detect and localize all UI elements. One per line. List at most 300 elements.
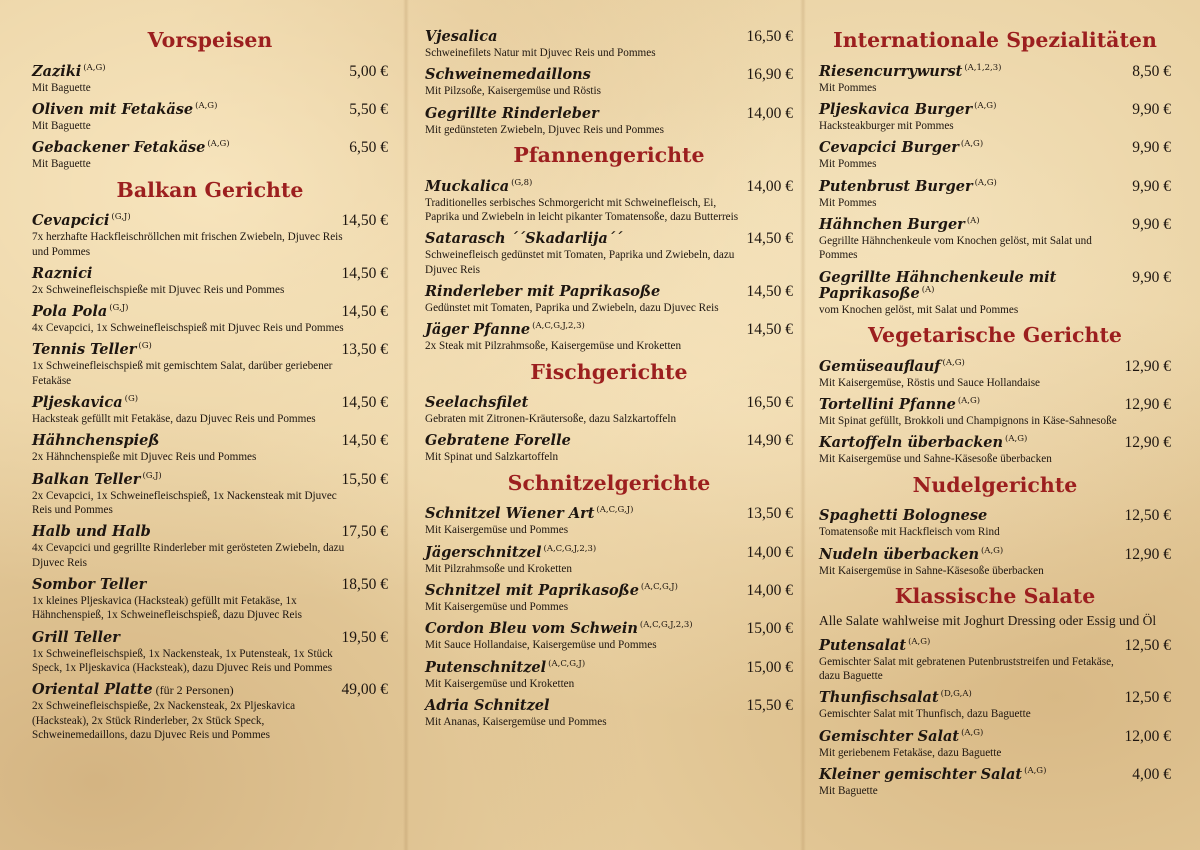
dish-price: 14,50 € [341,303,388,321]
dish-name [32,630,120,647]
dish-price: 14,90 € [746,432,793,450]
menu-item [32,432,388,464]
menu-item-row [425,321,793,339]
menu-item-row [425,432,793,450]
menu-item-row [819,63,1171,81]
menu-item-row [32,139,388,157]
dish-name [819,270,1124,303]
menu-item [32,303,388,335]
dish-name [32,140,230,157]
dish-name [819,359,965,376]
dish-price: 16,50 € [746,394,793,412]
menu-item [819,396,1171,428]
menu-column-middle [425,28,793,735]
dish-price: 12,90 € [1124,396,1171,414]
menu-item [425,697,793,729]
dish-name [819,767,1046,784]
dish-description: Mit Kaisergemüse, Röstis und Sauce Hollandaise [819,376,1041,389]
dish-name-text: Schweinemedaillons [425,66,591,84]
dish-price: 9,90 € [1132,268,1171,286]
dish-price: 14,50 € [746,230,793,248]
menu-item-row [819,434,1171,452]
allergen-codes: (A,C,G,J) [640,582,678,593]
allergen-codes: (A) [966,215,980,226]
menu-item-row [32,471,388,489]
dish-price: 13,50 € [341,341,388,359]
dish-name-text: Tennis Teller [32,341,137,359]
menu-item-row [425,66,793,84]
allergen-codes: (A,C,G,J,2,3) [639,620,693,631]
dish-description: 1x Schweinefleischspieß mit gemischtem Salat, darüber geriebener Fetakäse [32,360,333,387]
dish-description: Mit gedünsteten Zwiebeln, Djuvec Reis und Pommes [425,123,664,136]
menu-item [32,576,388,623]
menu-item [819,689,1171,721]
dish-price: 14,00 € [746,177,793,195]
menu-item [425,105,793,137]
dish-price: 8,50 € [1132,62,1171,80]
allergen-codes: (G,J) [142,470,162,481]
menu-item [425,659,793,691]
allergen-codes: (D,G,A) [940,689,972,700]
dish-description: 2x Cevapcici, 1x Schweinefleischspieß, 1x Nackensteak mit Djuvec Reis und Pommes [32,489,337,517]
menu-section [819,28,1171,317]
dish-name [425,179,532,196]
dish-name-text: Putenbrust Burger [819,177,973,195]
dish-name-text: Gemüseauflauf [819,357,941,375]
dish-name [819,638,930,655]
menu-item-row [32,681,388,699]
menu-item-row [819,507,1171,525]
menu-item [819,434,1171,466]
menu-item [32,471,388,518]
menu-item-row [32,212,388,230]
dish-description: Mit Pilzsoße, Kaisergemüse und Röstis [425,85,601,98]
menu-item [32,341,388,388]
menu-item-row [819,728,1171,746]
menu-item-row [425,505,793,523]
dish-name-text: Riesencurrywurst [819,62,963,80]
allergen-codes: (G,8) [511,177,533,188]
dish-description: Traditionelles serbisches Schmorgericht mit Schweinefleisch, Ei, Paprika und Zwiebeln in leicht pikanter Tomatensoße, dazu Butterreis [425,196,739,223]
dish-name-text: Thunfischsalat [819,689,939,707]
dish-name [425,106,599,123]
dish-price: 12,50 € [1124,507,1171,525]
dish-name-text: Gebackener Fetakäse [32,139,206,157]
menu-item-row [425,620,793,638]
dish-name [819,397,980,414]
dish-description: Mit Pommes [819,158,877,171]
dish-name-text: Tortellini Pfanne [819,396,956,414]
dish-description: Schweinefilets Natur mit Djuvec Reis und Pommes [425,47,656,59]
menu-item [819,139,1171,171]
dish-name [425,67,591,84]
allergen-codes: (A,G) [961,727,984,738]
menu-item-row [425,544,793,562]
menu-section [32,178,388,743]
allergen-codes: (A,G) [1024,765,1047,776]
dish-name-text: Schnitzel mit Paprikasoße [425,582,639,600]
menu-item [819,546,1171,578]
dish-name [32,102,217,119]
menu-item-row [32,432,388,450]
dish-price: 12,90 € [1124,434,1171,452]
menu-item [425,283,793,315]
menu-item-row [425,178,793,196]
dish-name-text: Cevapcici [32,212,110,230]
menu-item-row [425,394,793,412]
allergen-codes: (G) [124,394,139,405]
allergen-codes: (A,G) [957,396,981,407]
dish-price: 12,50 € [1124,636,1171,654]
menu-item [819,178,1171,210]
section-title: Balkan Gerichte [116,177,304,202]
menu-item [819,507,1171,539]
allergen-codes: (A,G) [908,636,931,647]
dish-price: 9,90 € [1132,177,1171,195]
dish-price: 14,00 € [746,104,793,122]
menu-item [425,544,793,576]
dish-name-text: Muckalica [425,177,510,195]
dish-name [819,217,980,234]
menu-item [425,505,793,537]
dish-description: Mit Baguette [32,119,91,132]
menu-item-row [425,697,793,715]
section-title: Internationale Spezialitäten [833,28,1157,52]
menu-item [819,101,1171,133]
dish-name-text: Putensalat [819,636,907,654]
menu-item-row [425,105,793,123]
dish-name-text: Cordon Bleu vom Schwein [425,620,638,638]
dish-name-text: Halb und Halb [32,523,151,541]
dish-price: 18,50 € [341,576,388,594]
dish-name [425,231,622,248]
dish-name [819,547,1003,564]
menu-item [425,178,793,225]
dish-name [819,64,1001,81]
dish-name-text: Zaziki [32,62,82,80]
dish-price: 16,90 € [746,66,793,84]
dish-name [425,322,585,339]
dish-description: Schweinefleisch gedünstet mit Tomaten, Paprika und Zwiebeln, dazu Djuvec Reis [425,249,735,276]
dish-name-text: Putenschnitzel [425,658,547,676]
dish-name [819,102,996,119]
dish-price: 4,00 € [1132,765,1171,783]
dish-description: vom Knochen gelöst, mit Salat und Pommes [819,303,1019,316]
dish-name-text: Spaghetti Bolognese [819,507,988,525]
dish-name [425,621,693,638]
menu-item-row [32,629,388,647]
dish-description: Gebraten mit Zitronen-Kräutersoße, dazu Salzkartoffeln [425,413,677,426]
menu-item-row [819,216,1171,234]
dish-price: 12,50 € [1124,689,1171,707]
fold-line-left [403,0,409,850]
dish-price: 49,00 € [341,681,388,699]
menu-item-row [819,269,1171,303]
dish-name [425,506,633,523]
menu-item [819,358,1171,390]
menu-item [819,63,1171,95]
dish-name [425,29,498,46]
menu-section [425,360,793,465]
menu-item-row [425,659,793,677]
allergen-codes: (A,G) [974,177,997,188]
menu-item [425,28,793,60]
dish-name [32,577,146,594]
section-title: Klassische Salate [894,584,1096,609]
dish-price: 13,50 € [746,505,793,523]
allergen-codes: (A) [921,285,935,296]
section-title: Vegetarische Gerichte [868,323,1122,348]
dish-extra: (für 2 Personen) [155,683,234,698]
menu-section [425,471,793,730]
menu-item [819,766,1171,798]
dish-name-text: Jägerschnitzel [425,543,542,561]
dish-name [32,213,131,230]
dish-price: 19,50 € [341,628,388,646]
menu-item-row [819,637,1171,655]
allergen-codes: (A,G) [207,139,230,150]
dish-description: Mit Spinat gefüllt, Brokkoli und Champignons in Käse-Sahnesoße [819,415,1117,428]
dish-name-text: Vjesalica [425,28,498,45]
dish-name-text: Gebratene Forelle [425,432,571,450]
dish-description: 2x Steak mit Pilzrahmsoße, Kaisergemüse und Kroketten [425,340,682,353]
menu-item-row [425,28,793,46]
dish-name [425,583,678,600]
dish-price: 15,00 € [746,658,793,676]
dish-description: Mit Ananas, Kaisergemüse und Pommes [425,716,607,729]
dish-name [425,284,660,301]
dish-name-text: Raznici [32,264,93,282]
menu-item [32,394,388,426]
menu-item [32,139,388,171]
dish-description: Gemischter Salat mit Thunfisch, dazu Baguette [819,708,1031,721]
dish-description: 2x Schweinefleischspieße, 2x Nackensteak, 2x Pljeskavica (Hacksteak), 2x Stück Rinderleber, 2x Stück Speck, Schweinemedaillons, dazu Djuvec Reis und Pommes [32,700,296,742]
dish-name [32,64,106,81]
dish-description: Hacksteak gefüllt mit Fetakäse, dazu Djuvec Reis und Pommes [32,413,316,426]
menu-item [32,523,388,570]
menu-item [425,230,793,277]
allergen-codes: (A,G) [1005,434,1028,445]
allergen-codes: (G,J) [109,303,129,314]
menu-item-row [819,139,1171,157]
menu-item [425,432,793,464]
dish-price: 14,00 € [746,582,793,600]
dish-name [32,433,159,450]
menu-column-left [32,28,388,748]
dish-name [32,304,128,321]
dish-price: 9,90 € [1132,139,1171,157]
dish-name [32,682,234,699]
allergen-codes: (A,G) [195,100,218,111]
dish-name-text: Pljeskavica [32,394,123,412]
menu-item-row [425,582,793,600]
allergen-codes: (A,G) [960,139,984,150]
allergen-codes: (A,C,G,J,2,3) [543,543,597,554]
dish-price: 14,50 € [341,432,388,450]
dish-name-text: Nudeln überbacken [819,545,979,563]
dish-name [425,395,528,412]
dish-description: Gemischter Salat mit gebratenen Putenbruststreifen und Fetakäse, dazu Baguette [819,655,1114,682]
dish-name [32,342,152,359]
dish-name-text: Schnitzel Wiener Art [425,505,595,523]
section-title: Vorspeisen [147,28,273,52]
dish-description: Mit Baguette [32,81,91,94]
menu-item-row [819,766,1171,784]
menu-section [425,28,793,137]
dish-name-text: Oliven mit Fetakäse [32,100,194,118]
dish-description: Mit Pilzrahmsoße und Kroketten [425,562,572,575]
dish-name-text: Gemischter Salat [819,727,960,745]
dish-description: Tomatensoße mit Hackfleisch vom Rind [819,526,1000,539]
dish-name-text: Rinderleber mit Paprikasoße [425,282,661,300]
dish-name-text: Sombor Teller [32,576,147,594]
dish-name-text: Gegrillte Rinderleber [425,104,599,122]
dish-description: Mit Baguette [32,158,91,171]
menu-item-row [32,101,388,119]
dish-name-text: Grill Teller [32,628,120,646]
menu-item [819,269,1171,318]
allergen-codes: (A,G) [974,100,997,111]
dish-price: 12,90 € [1124,545,1171,563]
dish-price: 14,50 € [341,394,388,412]
dish-name-text: Cevapcici Burger [819,139,959,157]
allergen-codes: (A,C,G,J) [596,505,634,516]
section-title: Pfannengerichte [513,142,705,167]
dish-name-text: Oriental Platte [32,681,153,699]
menu-section [819,323,1171,467]
dish-description: Gedünstet mit Tomaten, Paprika und Zwiebeln, dazu Djuvec Reis [425,301,719,314]
menu-item [425,582,793,614]
dish-description: Mit Kaisergemüse und Pommes [425,524,569,537]
allergen-codes: (A,G) [83,62,106,73]
dish-name [425,698,550,715]
dish-name-text: Kleiner gemischter Salat [819,765,1023,783]
dish-description: Mit Kaisergemüse und Kroketten [425,677,575,690]
dish-price: 15,50 € [746,697,793,715]
dish-description: Mit Spinat und Salzkartoffeln [425,451,559,464]
section-title: Nudelgerichte [912,472,1078,497]
dish-price: 12,00 € [1124,727,1171,745]
section-title: Fischgerichte [530,359,688,384]
dish-name [819,179,997,196]
dish-description: Mit Kaisergemüse in Sahne-Käsesoße überbacken [819,564,1044,577]
menu-item [425,394,793,426]
menu-item-row [32,265,388,283]
dish-description: Hacksteakburger mit Pommes [819,119,954,132]
dish-price: 6,50 € [349,139,388,157]
menu-section [32,28,388,172]
dish-price: 15,50 € [341,470,388,488]
dish-price: 12,90 € [1124,357,1171,375]
menu-item [425,620,793,652]
menu-item [819,216,1171,263]
dish-name-text: Pljeskavica Burger [819,100,973,118]
dish-name-text: Adria Schnitzel [425,697,550,715]
menu-item [32,101,388,133]
dish-price: 14,50 € [341,264,388,282]
dish-description: 4x Cevapcici und gegrillte Rinderleber mit gerösteten Zwiebeln, dazu Djuvec Reis [32,542,345,569]
allergen-codes: (G,J) [111,212,131,223]
menu-item [425,321,793,353]
dish-name [819,729,983,746]
menu-item [819,728,1171,760]
menu-item [819,637,1171,684]
dish-name [425,660,585,677]
dish-price: 14,50 € [746,282,793,300]
dish-description: Mit Baguette [819,784,878,797]
dish-price: 16,50 € [746,28,793,45]
allergen-codes: (A,C,G,J) [548,658,586,669]
dish-description: Mit geriebenem Fetakäse, dazu Baguette [819,746,1002,759]
allergen-codes: (A,G) [942,357,965,368]
menu-item [32,63,388,95]
menu-item [32,629,388,676]
dish-name [32,266,92,283]
dish-name [32,472,162,489]
menu-item [32,265,388,297]
dish-name [425,433,571,450]
dish-name-text: Pola Pola [32,303,108,321]
section-title: Schnitzelgerichte [507,470,711,495]
menu-item [425,66,793,98]
menu-item [32,212,388,259]
dish-name-text: Seelachsfilet [425,394,529,412]
dish-price: 9,90 € [1132,100,1171,118]
dish-description: Mit Kaisergemüse und Sahne-Käsesoße überbacken [819,453,1052,466]
menu-item-row [819,358,1171,376]
dish-description: 1x kleines Pljeskavica (Hacksteak) gefüllt mit Fetakäse, 1x Hähnchenspieß, 1x Schweinefleischspieß, dazu Djuvec Reis [32,595,302,622]
dish-price: 14,50 € [746,321,793,339]
dish-price: 14,50 € [341,212,388,230]
dish-name [819,508,987,525]
dish-price: 9,90 € [1132,215,1171,233]
dish-name-text: Gegrillte Hähnchenkeule mit Paprikasoße [819,268,1057,303]
menu-item-row [32,303,388,321]
dish-name-text: Kartoffeln überbacken [819,434,1004,452]
dish-description: 2x Hähnchenspieße mit Djuvec Reis und Pommes [32,451,257,464]
menu-item-row [819,101,1171,119]
dish-name-text: Jäger Pfanne [425,321,531,339]
dish-price: 17,50 € [341,523,388,541]
menu-item-row [819,689,1171,707]
menu-item-row [819,178,1171,196]
menu-item-row [32,341,388,359]
dish-price: 14,00 € [746,543,793,561]
dish-name-text: Hähnchen Burger [819,215,965,233]
menu-item-row [819,396,1171,414]
dish-description: Gegrillte Hähnchenkeule vom Knochen gelöst, mit Salat und Pommes [819,234,1092,262]
dish-name-text: Balkan Teller [32,470,141,488]
dish-name [819,435,1027,452]
dish-name [32,524,151,541]
allergen-codes: (A,1,2,3) [964,62,1002,73]
menu-column-right [819,28,1171,804]
dish-name [819,690,972,707]
menu-item [32,681,388,742]
allergen-codes: (G) [138,341,152,352]
dish-name [425,545,596,562]
menu-item-row [32,576,388,594]
dish-name-text: Hähnchenspieß [32,432,160,450]
allergen-codes: (A,G) [980,545,1004,556]
dish-description: 4x Cevapcici, 1x Schweinefleischspieß mit Djuvec Reis und Pommes [32,322,344,335]
dish-description: Mit Pommes [819,196,877,209]
menu-item-row [32,63,388,81]
dish-name-text: Satarasch ´´Skadarlija´´ [425,230,623,248]
dish-description: Mit Sauce Hollandaise, Kaisergemüse und Pommes [425,639,657,652]
dish-price: 5,00 € [349,62,388,80]
menu-section [425,143,793,354]
